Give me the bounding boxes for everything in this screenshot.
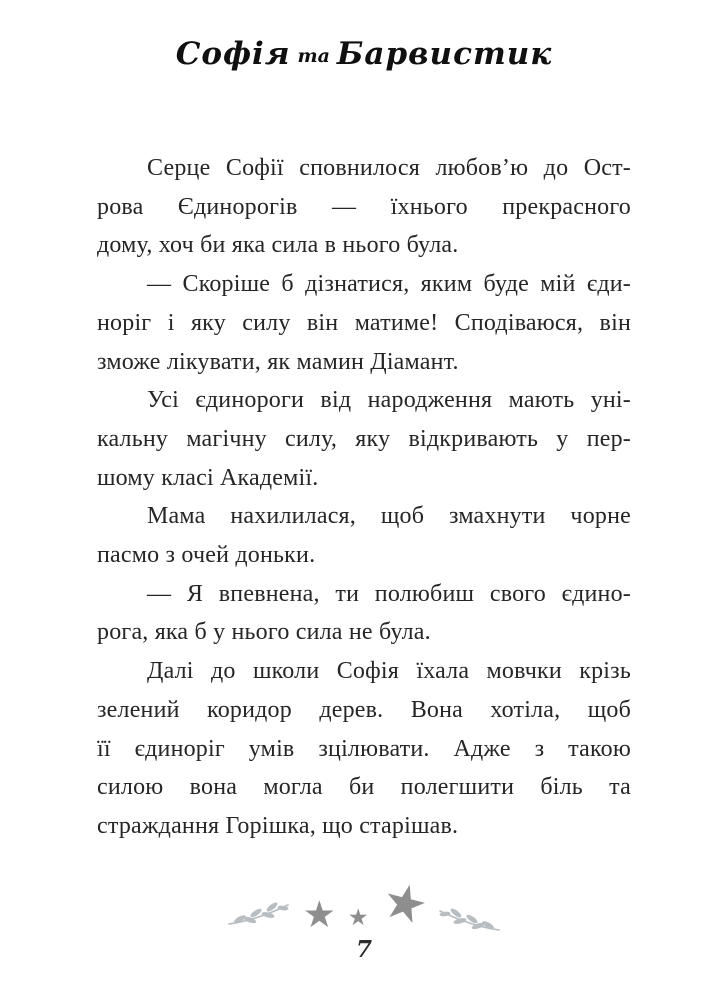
paragraph (97, 149, 631, 265)
star-small-icon: ★ (347, 904, 369, 931)
text-line: зелений коридор дерев. Вона хотіла, щоб (97, 696, 631, 723)
text-line: Серце Софії сповнилося любов’ю до Ост- (147, 155, 631, 181)
text-line: страждання Горішка, що старішав. (97, 812, 459, 839)
header-title-part3: Барвистик (336, 36, 553, 72)
text-line: норіг і яку силу він матиме! Сподіваюся, він (97, 309, 631, 336)
text-line: кальну магічну силу, яку відкривають у пер- (97, 425, 631, 452)
text-line: Мама нахилилася, щоб змахнути чорне (147, 503, 631, 530)
text-line: шому класі Академії. (97, 464, 319, 491)
text-line: рога, яка б у нього сила не була. (97, 619, 431, 646)
paragraph (97, 497, 631, 574)
text-line: — Я впевнена, ти полюбиш свого єдино- (147, 580, 631, 607)
page-number: 7 (355, 936, 372, 963)
branch-left-icon (227, 898, 291, 930)
paragraph (97, 575, 631, 652)
text-line: пасмо з очей доньки. (97, 542, 316, 569)
text-line: — Скоріше б дізнатися, яким буде мій єди- (147, 271, 631, 298)
footer-decoration (0, 869, 728, 942)
text-line: силою вона могла би полегшити біль та (97, 774, 631, 801)
paragraph (97, 652, 631, 846)
body-text (97, 149, 631, 846)
paragraph (97, 265, 631, 381)
running-header (0, 36, 728, 72)
paragraph (97, 381, 631, 497)
branch-right-icon (437, 904, 501, 936)
text-line: рова Єдинорогів — їхнього прекрасного (97, 193, 631, 220)
star-medium-icon: ★ (302, 892, 336, 936)
text-line: Далі до школи Софія їхала мовчки крізь (147, 658, 631, 685)
text-line: дому, хоч би яка сила в нього була. (97, 232, 459, 259)
text-line: Усі єдинороги від народження мають уні- (147, 387, 631, 414)
star-large-icon: ★ (376, 869, 435, 937)
text-line: її єдиноріг умів зцілювати. Адже з такою (97, 735, 631, 762)
header-title-part1: Софія (175, 36, 291, 72)
header-title-part2: та (297, 45, 330, 67)
text-line: зможе лікувати, як мамин Діамант. (97, 348, 459, 375)
